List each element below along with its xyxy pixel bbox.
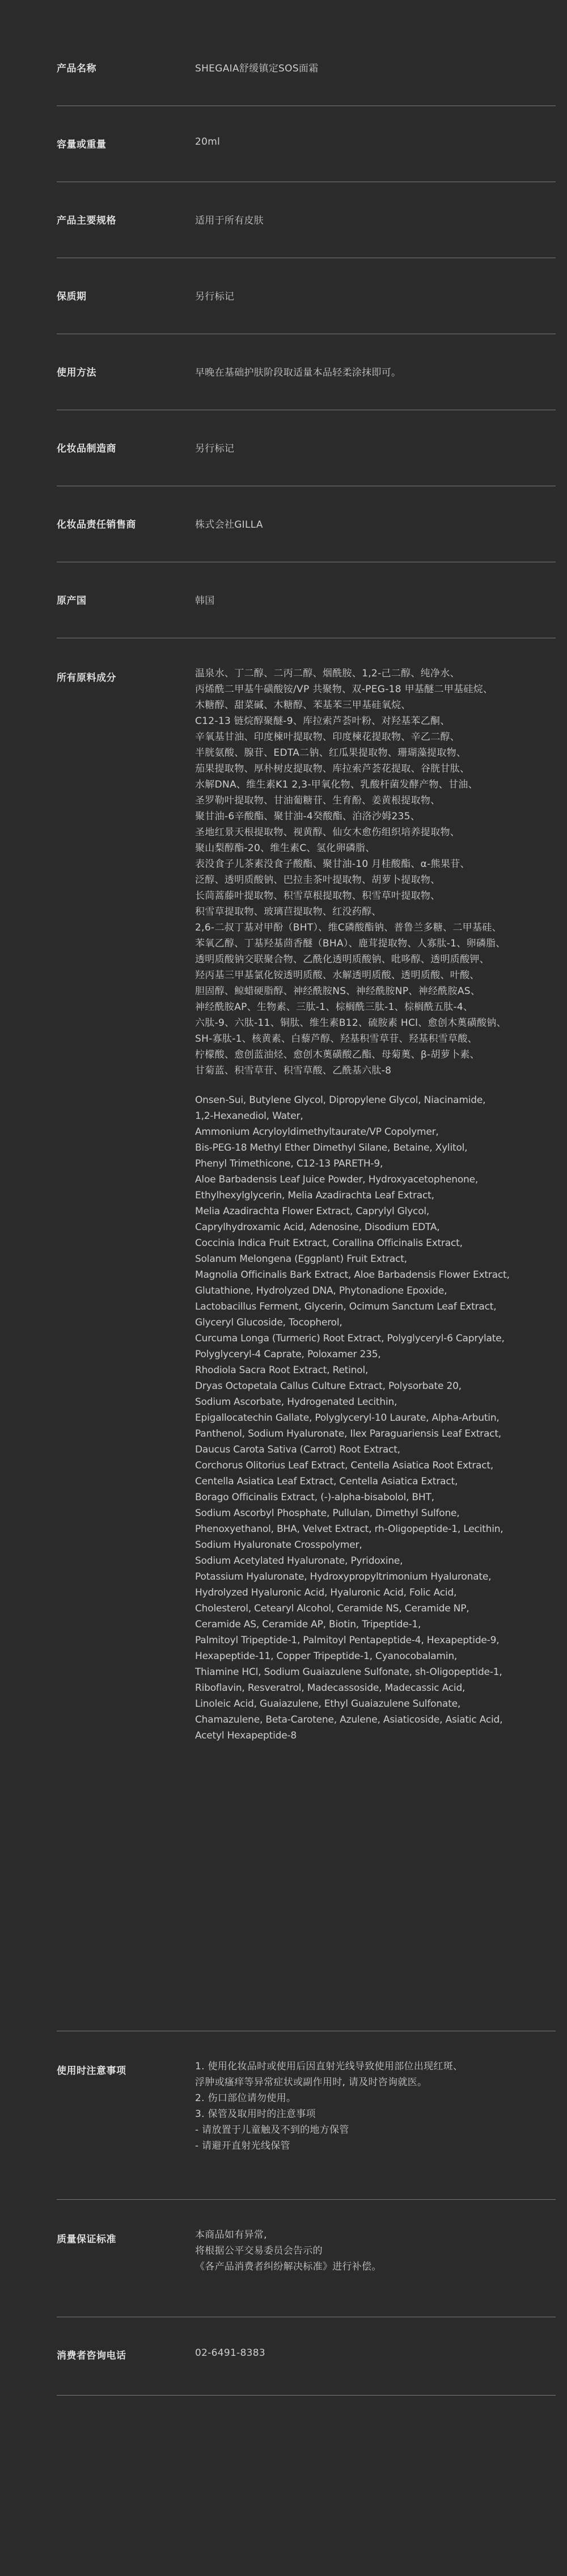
phone-number: 02-6491-8383 (195, 2347, 266, 2359)
ingredients-chinese: 温泉水、丁二醇、二丙二醇、烟酰胺、1,2-己二醇、纯净水、 丙烯酰二甲基牛磺酸铵/VP 共聚物、双-PEG-18 甲基醚二甲基硅烷、 木糖醇、甜菜碱、木糖醇、苯基苯三甲基硅氧烷、 C12-13 链烷醇聚醚-9、库拉索芦荟叶粉、对羟基苯乙酮、 辛氧基甘油、印度楝叶提取物、印度楝花提取物、辛乙二醇、 半胱氨酸、腺苷、EDTA二钠、红瓜果提取物、珊瑚藻提取物、 茄果提取物、厚朴树皮提取物、库拉索芦荟花提取、谷胱甘肽、 水解DNA、维生素K1 2,3-甲氧化物、乳酸杆菌发酵产物、甘油、 圣罗勒叶提取物、甘油葡糖苷、生育酚、姜黄根提取物、 聚甘油-6辛酸酯、聚甘油-4癸酸酯、泊洛沙姆235、 圣地红景天根提取物、视黄醇、仙女木愈伤组织培养提取物、 聚山梨醇酯-20、维生素C、氢化卵磷脂、 表没食子儿茶素没食子酸酯、聚甘油-10 月桂酸酯、α-熊果苷、 泛醇、透明质酸钠、巴拉圭茶叶提取物、胡萝卜提取物、 长茼蒿藤叶提取物、积雪草根提取物、积雪草叶提取物、 积雪草提取物、玻璃苣提取物、红没药醇、 2,6-二叔丁基对甲酚（BHT）、维C磷酸酯钠、普鲁兰多糖、二甲基硅、 苯氧乙醇、丁基羟基茴香醚（BHA）、鹿茸提取物、人寡肽-1、卵磷脂、 透明质酸钠交联聚合物、乙酰化透明质酸钠、吡哆醇、透明质酸钾、 羟丙基三甲基氯化铵透明质酸、水解透明质酸、透明质酸、叶酸、 胆固醇、鲸蜡硬脂醇、神经酰胺NS、神经酰胺NP、神经酰胺AS、 神经酰胺AP、生物素、三肽-1、棕榈酰三肽-1、棕榈酰五肽-4、 六肽-9、六肽-11、铜肽、维生素B12、硫胺素 HCl、愈创木薁磺酸钠、 SH-寡肽-1、核黄素、白藜芦醇、羟基积雪草苷、羟基积雪草酸、 柠檬酸、愈创蓝油烃、愈创木薁磺酸乙酯、母菊薁、β-胡萝卜素、 甘菊蓝、积雪草苷、积雪草酸、乙酰基六肽-8 (195, 668, 506, 1076)
row-label: 使用时注意事项 (57, 2065, 126, 2077)
row-phone (57, 2317, 556, 2396)
row-value: 另行标记 (195, 291, 235, 302)
row-value (195, 2059, 556, 2154)
row-value: SHEGAIA舒缓镇定SOS面霜 (195, 63, 319, 74)
row-volume (57, 106, 556, 182)
row-value: 韩国 (195, 595, 215, 607)
ingredients-english: Onsen-Sui, Butylene Glycol, Dipropylene Glycol, Niacinamide, 1,2-Hexanediol, Water, Ammonium Acryloyldimethyltaurate/VP Copolymer, Bis-PEG-18 Methyl Ether Dimethyl Silane, Betaine, Xylitol, Phenyl Trimethicone, C12-13 PARETH-9, Aloe Barbadensis Leaf Juice Powder, Hydroxyacetophenone, Ethylhexylglycerin, Melia Azadirachta Leaf Extract, Melia Azadirachta Flower Extract, Caprylyl Glycol, Caprylhydroxamic Acid, Adenosine, Disodium EDTA, Coccinia Indica Fruit Extract, Corallina Officinalis Extract, Solanum Melongena (Eggplant) Fruit Extract, Magnolia Officinalis Bark Extract, Aloe Barbadensis Flower Extract, Glutathione, Hydrolyzed DNA, Phytonadione Epoxide, Lactobacillus Ferment, Glycerin, Ocimum Sanctum Leaf Extract, Glyceryl Glucoside, Tocopherol, Curcuma Longa (Turmeric) Root Extract, Polyglyceryl-6 Caprylate, Polyglyceryl-4 Caprate, Poloxamer 235, Rhodiola Sacra Root Extract, Retinol, Dryas Octopetala Callus Culture Extract, Polysorbate 20, Sodium Ascorbate, Hydrogenated Lecithin, Epigallocatechin Gallate, Polyglyceryl-10 Laurate, Alpha-Arbutin, Panthenol, Sodium Hyaluronate, Ilex Paraguariensis Leaf Extract, Daucus Carota Sativa (Carrot) Root Extract, Corchorus Olitorius Leaf Extract, Centella Asiatica Root Extract, Centella Asiatica Leaf Extract, Centella Asiatica Extract, Borago Officinalis Extract, (-)-alpha-bisabolol, BHT, Sodium Ascorbyl Phosphate, Pullulan, Dimethyl Sulfone, Phenoxyethanol, BHA, Velvet Extract, rh-Oligopeptide-1, Lecithin, Sodium Hyaluronate Crosspolymer, Sodium Acetylated Hyaluronate, Pyridoxine, Potassium Hyaluronate, Hydroxypropyltrimonium Hyaluronate, Hydrolyzed Hyaluronic Acid, Hyaluronic Acid, Folic Acid, Cholesterol, Cetearyl Alcohol, Ceramide NS, Ceramide NP, Ceramide AS, Ceramide AP, Biotin, Tripeptide-1, Palmitoyl Tripeptide-1, Palmitoyl Pentapeptide-4, Hexapeptide-9, Hexapeptide-11, Copper Tripeptide-1, Cyanocobalamin, Thiamine HCl, Sodium Guaiazulene Sulfonate, sh-Oligopeptide-1, Riboflavin, Resveratrol, Madecassoside, Madecassic Acid, Linoleic Acid, Guaiazulene, Ethyl Guaiazulene Sulfonate, Chamazulene, Beta-Carotene, Azulene, Asiaticoside, Asiatic Acid, Acetyl Hexapeptide-8 (195, 1095, 510, 1741)
row-label: 化妆品制造商 (57, 443, 116, 454)
row-value: 早晚在基础护肤阶段取适量本品轻柔涂抹即可。 (195, 367, 401, 378)
row-label: 所有原料成分 (57, 672, 116, 684)
row-value: 另行标记 (195, 443, 235, 454)
row-origin (57, 562, 556, 638)
row-product-name (57, 30, 556, 106)
row-specification (57, 182, 556, 258)
row-label: 保质期 (57, 291, 87, 302)
row-label: 产品主要规格 (57, 215, 116, 226)
row-shelf-life (57, 258, 556, 334)
row-quality-warranty (57, 2200, 556, 2317)
precautions-text: 1. 使用化妆品时或使用后因直射光线导致使用部位出现红斑、 浮肿或瘙痒等异常症状或副作用时, 请及时咨询就医。 2. 伤口部位请勿使用。 3. 保管及取用时的注意事项 - 请放置于儿童触及不到的地方保管 - 请避开直射光线保管 (195, 2061, 463, 2152)
row-value: 株式会社GILLA (195, 519, 263, 531)
row-label: 产品名称 (57, 63, 96, 74)
row-distributor (57, 486, 556, 562)
row-label: 化妆品责任销售商 (57, 519, 136, 531)
row-manufacturer (57, 410, 556, 486)
row-label: 使用方法 (57, 367, 96, 378)
row-label: 容量或重量 (57, 139, 107, 150)
row-precautions (57, 2031, 556, 2200)
warranty-text: 本商品如有异常, 将根据公平交易委员会告示的 《各产品消费者纠纷解决标准》进行补偿。 (195, 2229, 382, 2272)
row-value: 20ml (195, 136, 221, 148)
ingredients-block (195, 666, 556, 1744)
row-ingredients (57, 638, 556, 2031)
row-label: 质量保证标准 (57, 2234, 116, 2245)
row-value: 适用于所有皮肤 (195, 215, 264, 226)
product-info-table (57, 30, 556, 2396)
row-value (195, 2227, 556, 2275)
row-usage (57, 334, 556, 410)
row-label: 原产国 (57, 595, 87, 607)
row-label: 消费者咨询电话 (57, 2350, 126, 2362)
